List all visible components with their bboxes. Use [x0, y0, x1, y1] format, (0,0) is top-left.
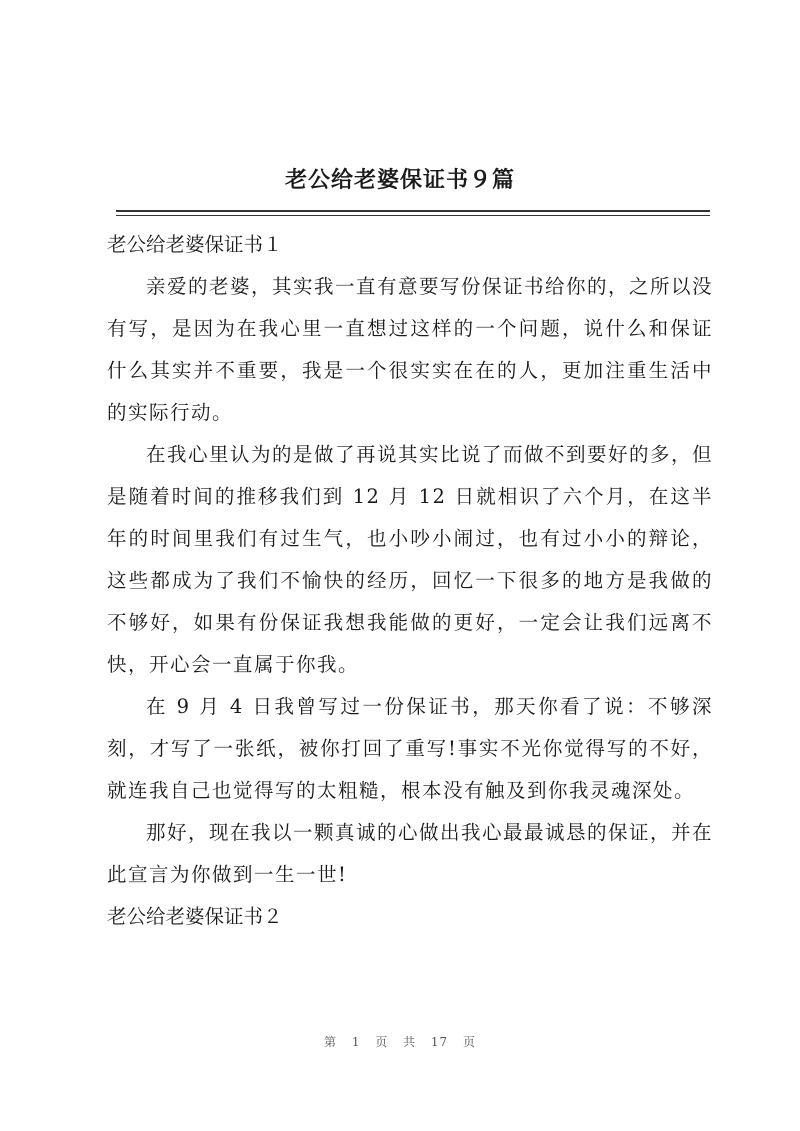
paragraph: 在我心里认为的是做了再说其实比说了而做不到要好的多，但是随着时间的推移我们到 12 月 12 日就相识了六个月，在这半年的时间里我们有过生气，也小吵小闹过，也有过小小的辩论，这些都成为了我们不愉快的经历，回忆一下很多的地方是我做的不够好，如果有份保证我想我能做的更好，一定会让我们远离不快，开心会一直属于你我。 [107, 443, 714, 676]
paragraph: 那好，现在我以一颗真诚的心做出我心最最诚恳的保证，并在此宣言为你做到一生一世! [107, 821, 714, 886]
document-title: 老公给老婆保证书９篇 [284, 167, 515, 193]
paragraph: 在 9 月 4 日我曾写过一份保证书，那天你看了说：不够深刻，才写了一张纸，被你打回了重写!事实不光你觉得写的不好，就连我自己也觉得写的太粗糙，根本没有触及到你我灵魂深处。 [107, 695, 713, 802]
title-divider [116, 210, 710, 212]
paragraph: 亲爱的老婆，其实我一直有意要写份保证书给你的，之所以没有写，是因为在我心里一直想过这样的一个问题，说什么和保证什么其实并不重要，我是一个很实实在在的人，更加注重生活中的实际行动。 [107, 275, 714, 424]
page-footer: 第 1 页 共 17 页 [324, 1035, 476, 1049]
section-heading: 老公给老婆保证书２ [107, 905, 283, 928]
document-body [107, 224, 713, 938]
section-heading: 老公给老婆保证书１ [107, 233, 283, 256]
title-divider-thin [116, 215, 710, 216]
